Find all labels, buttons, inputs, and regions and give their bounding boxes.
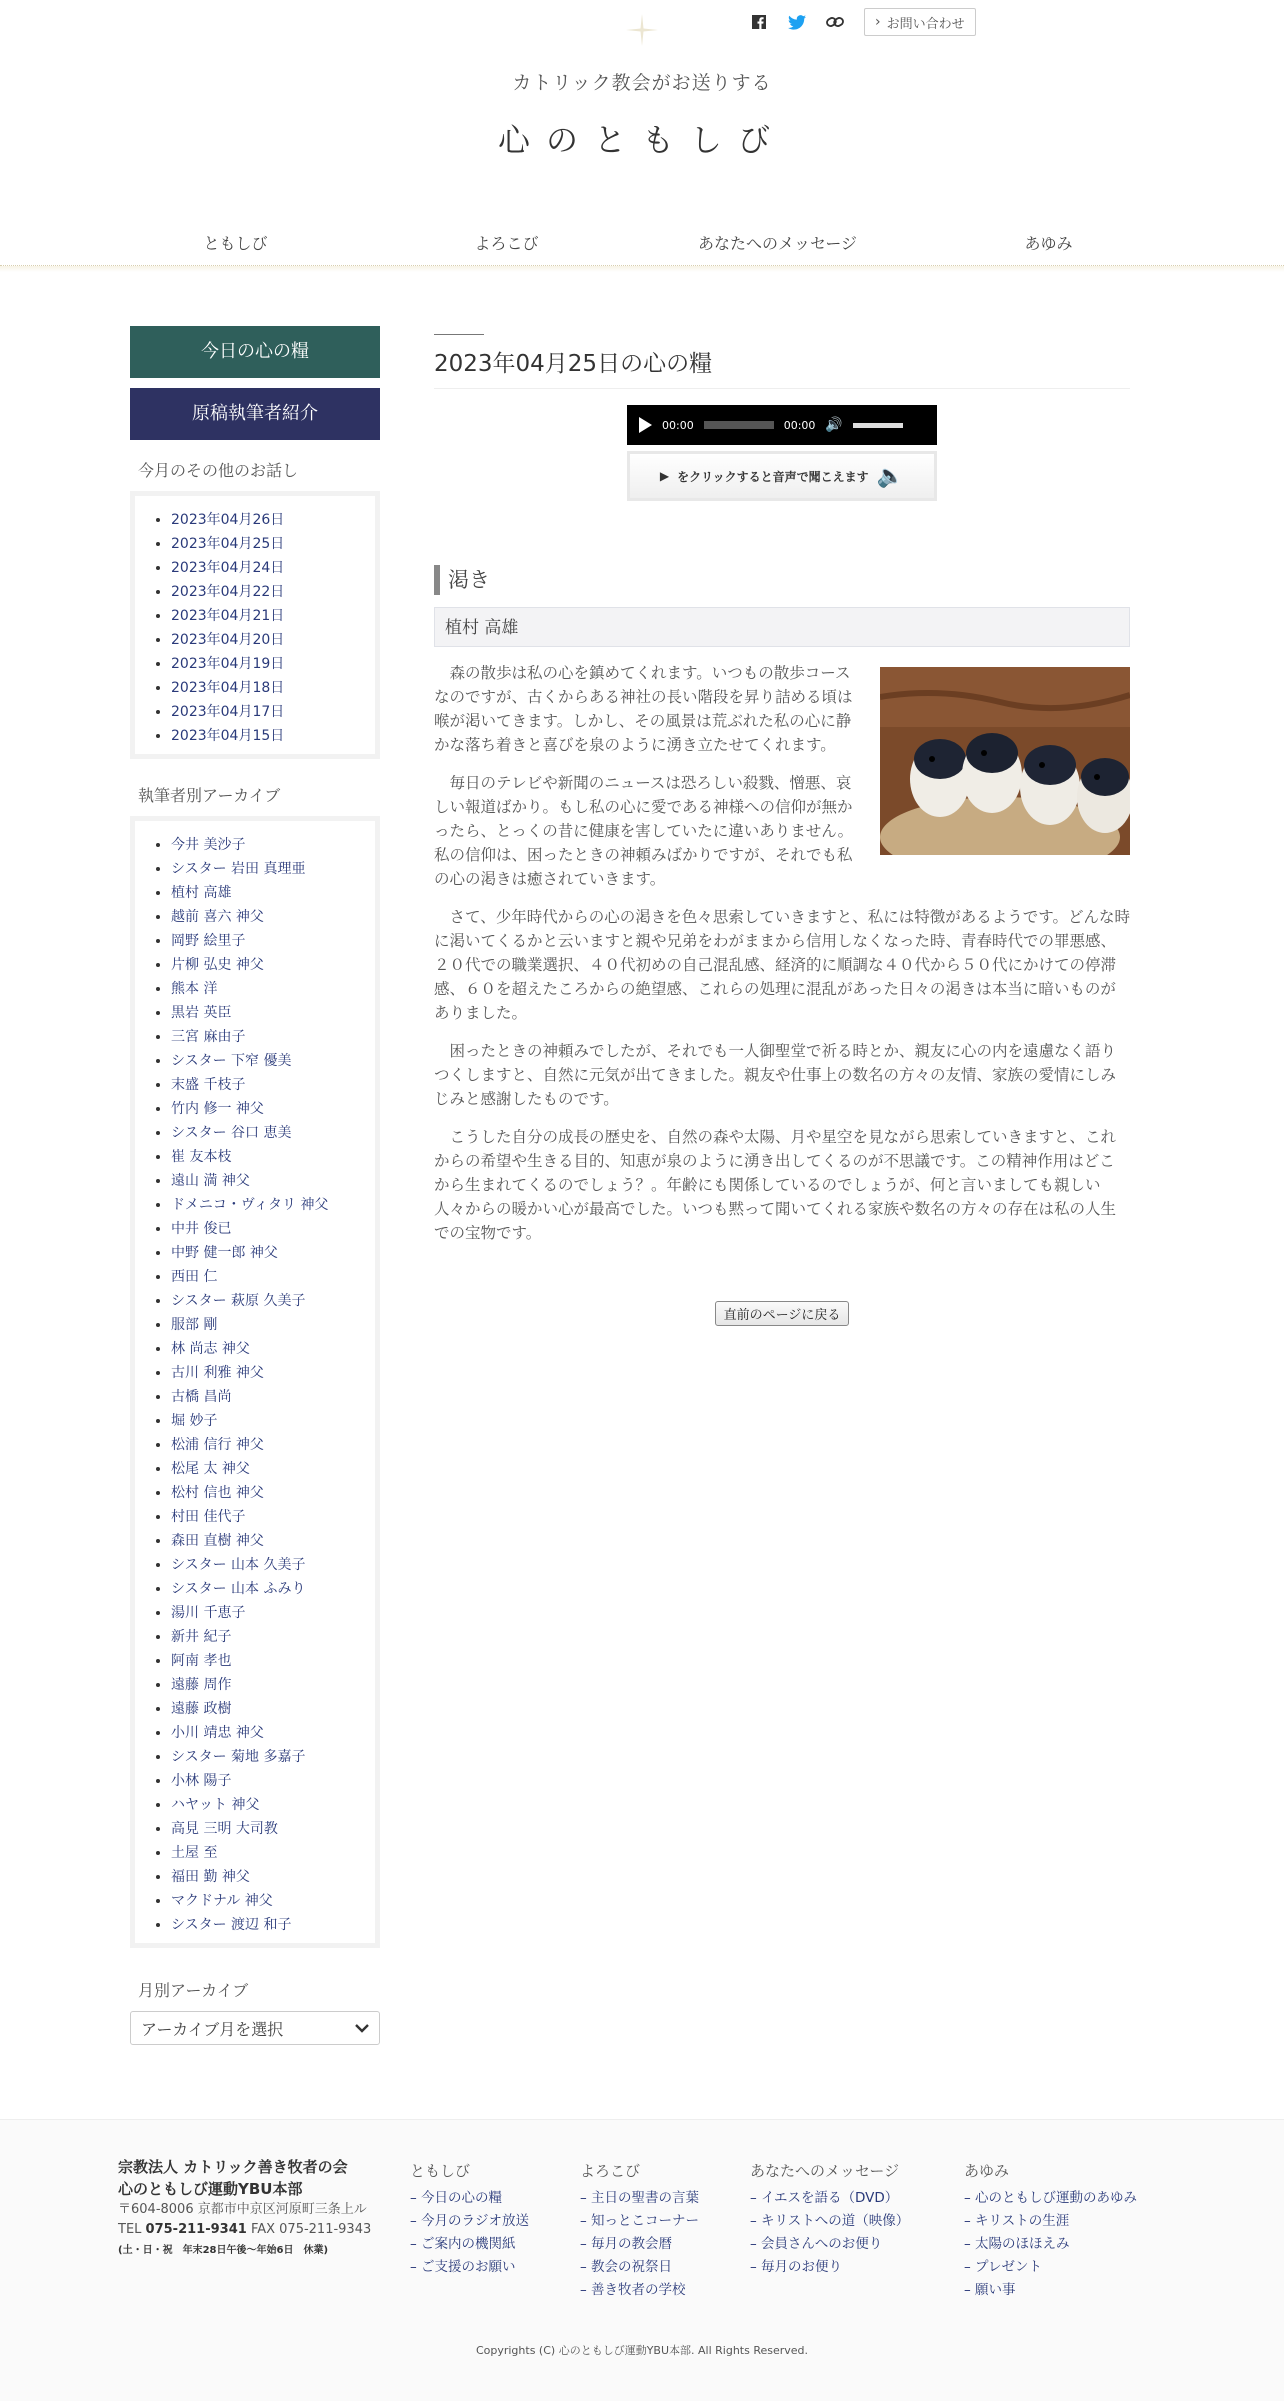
chevron-right-icon: › (875, 14, 881, 30)
author-link[interactable]: • 植村 高雄 (171, 881, 375, 905)
date-link[interactable]: • 2023年04月21日 (171, 604, 375, 628)
article-title: 渇き (434, 565, 1130, 595)
footer-link[interactable]: – 毎月の教会暦 (580, 2236, 673, 2252)
footer-link[interactable]: – ご案内の機関紙 (410, 2236, 516, 2252)
author-link[interactable]: • 岡野 絵里子 (171, 929, 375, 953)
author-link[interactable]: • 新井 紀子 (171, 1625, 375, 1649)
footer-col-heading: あなたへのメッセージ (750, 2162, 900, 2180)
nav-item-ayumi[interactable]: あゆみ (1024, 234, 1073, 253)
author-link[interactable]: • 阿南 孝也 (171, 1649, 375, 1673)
main-area (0, 326, 1284, 2045)
back-button-wrap (434, 1301, 1130, 1326)
duration: 00:00 (783, 418, 816, 432)
footer-link[interactable]: – プレゼント (964, 2259, 1043, 2275)
contact-label: お問い合わせ (886, 16, 965, 32)
footer-link-list (580, 2187, 699, 2302)
site-footer (0, 2119, 1284, 2401)
site-subtitle: カトリック教会がお送りする (512, 72, 772, 94)
date-link[interactable]: • 2023年04月15日 (171, 724, 375, 748)
footer-link[interactable]: – キリストへの道（映像） (750, 2213, 910, 2229)
seek-bar[interactable] (704, 421, 774, 429)
author-link[interactable]: • シスター 萩原 久美子 (171, 1289, 375, 1313)
author-link[interactable]: • 村田 佳代子 (171, 1505, 375, 1529)
tel-number[interactable]: 075-211-9341 (145, 2222, 247, 2237)
author-link[interactable]: • 遠藤 政樹 (171, 1697, 375, 1721)
title-accent (434, 334, 484, 335)
today-button[interactable]: 今日の心の糧 (130, 326, 380, 378)
speaker-icon[interactable]: 🔊 (825, 417, 843, 433)
facebook-icon[interactable] (750, 13, 768, 31)
top-links (750, 8, 976, 36)
author-link[interactable]: • シスター 山本 久美子 (171, 1553, 375, 1577)
footer-link[interactable]: – 教会の祝祭日 (580, 2259, 673, 2275)
author-link[interactable]: • 古橋 昌尚 (171, 1385, 375, 1409)
archive-select-value: アーカイブ月を選択 (141, 2019, 284, 2039)
sparkle-icon (626, 14, 658, 46)
author-link[interactable]: • 小林 陽子 (171, 1769, 375, 1793)
date-link[interactable]: • 2023年04月17日 (171, 700, 375, 724)
swallows-photo (880, 667, 1130, 855)
date-link[interactable]: • 2023年04月24日 (171, 556, 375, 580)
footer-link[interactable]: – キリストの生涯 (964, 2213, 1070, 2229)
date-link[interactable]: • 2023年04月25日 (171, 532, 375, 556)
article-body (434, 661, 1130, 1245)
nav-item-yorokobi[interactable]: よろこび (474, 234, 539, 253)
fax-number: FAX 075-211-9343 (250, 2222, 372, 2237)
author-archive-heading: 執筆者別アーカイブ (138, 786, 281, 805)
nav-divider (0, 266, 1284, 272)
footer-link[interactable]: – ご支援のお願い (410, 2259, 516, 2275)
date-link[interactable]: • 2023年04月18日 (171, 676, 375, 700)
footer-link[interactable]: – イエスを語る（DVD） (750, 2190, 899, 2206)
author-link[interactable]: • 中野 健一郎 神父 (171, 1241, 375, 1265)
author-name: 植村 高雄 (434, 607, 1130, 647)
monthly-archive-heading: 月別アーカイブ (138, 1981, 249, 2000)
footer-link[interactable]: – 毎月のお便り (750, 2259, 843, 2275)
page-title: 2023年04月25日の心の糧 (434, 345, 1130, 389)
contact-button[interactable] (864, 8, 976, 36)
footer-link[interactable]: – 願い事 (964, 2282, 1016, 2298)
author-link[interactable]: • 西田 仁 (171, 1265, 375, 1289)
date-link[interactable]: • 2023年04月19日 (171, 652, 375, 676)
author-link[interactable]: • 片柳 弘史 神父 (171, 953, 375, 977)
footer-col-heading: よろこび (580, 2162, 641, 2180)
volume-slider[interactable] (853, 423, 903, 428)
date-link[interactable]: • 2023年04月20日 (171, 628, 375, 652)
author-link[interactable]: • 末盛 千枝子 (171, 1073, 375, 1097)
author-link[interactable]: • 湯川 千恵子 (171, 1601, 375, 1625)
article-paragraph: 困ったときの神頼みでしたが、それでも一人御聖堂で祈る時とか、親友に心の内を遠慮なく語りつくしますと、自然に元気が出てきました。親友や仕事上の数名の方々の友情、家族の愛情にしみじみと感謝したものです。 (434, 1042, 1117, 1108)
copyright: Copyrights (C) 心のともしび運動YBU本部. All Rights Reserved. (475, 2344, 809, 2357)
twitter-icon[interactable] (788, 13, 806, 31)
author-link[interactable]: • 堀 妙子 (171, 1409, 375, 1433)
author-link[interactable]: • 三宮 麻由子 (171, 1025, 375, 1049)
author-link[interactable]: • シスター 山本 ふみり (171, 1577, 375, 1601)
link-icon[interactable] (826, 13, 844, 31)
author-link[interactable]: • シスター 菊地 多嘉子 (171, 1745, 375, 1769)
article-paragraph: 森の散歩は私の心を鎮めてくれます。いつもの散歩コースなのですが、古くからある神社の長い階段を昇り詰める頃は喉が渇いてきます。しかし、その風景は荒ぶれた私の心に静かな落ち着きと喜びを泉のように湧き立たせてくれます。 (434, 664, 853, 754)
archive-month-select[interactable] (130, 2011, 380, 2045)
author-link[interactable]: • 松尾 太 神父 (171, 1457, 375, 1481)
footer-link[interactable]: – 善き牧者の学校 (580, 2282, 686, 2298)
footer-col-message (750, 2160, 909, 2279)
author-link[interactable]: • 越前 喜六 神父 (171, 905, 375, 929)
author-link[interactable]: • 竹内 修一 神父 (171, 1097, 375, 1121)
org-phone (118, 2220, 388, 2240)
author-link[interactable]: • 土屋 至 (171, 1841, 375, 1865)
author-link[interactable]: • ドメニコ・ヴィタリ 神父 (171, 1193, 375, 1217)
author-link[interactable]: • 森田 直樹 神父 (171, 1529, 375, 1553)
footer-col-heading: ともしび (410, 2162, 471, 2180)
author-link[interactable]: • 小川 靖忠 神父 (171, 1721, 375, 1745)
footer-col-tomoshibi (410, 2160, 529, 2279)
business-hours: (土・日・祝 年末28日午後〜年始6日 休業) (118, 2245, 329, 2256)
author-link[interactable]: • ハヤット 神父 (171, 1793, 375, 1817)
month-stories-heading: 今月のその他のお話し (138, 461, 299, 480)
author-link[interactable]: • 古川 利雅 神父 (171, 1361, 375, 1385)
play-icon[interactable] (639, 417, 652, 433)
author-link[interactable]: • 黒岩 英臣 (171, 1001, 375, 1025)
audio-hint-text: をクリックすると音声で聞こえます (677, 469, 869, 484)
author-link[interactable]: • シスター 岩田 真理亜 (171, 857, 375, 881)
author-link[interactable]: • 服部 剛 (171, 1313, 375, 1337)
org-division: 心のともしび運動YBU本部 (118, 2180, 303, 2198)
author-link[interactable]: • シスター 渡辺 和子 (171, 1913, 375, 1937)
writers-button[interactable]: 原稿執筆者紹介 (130, 388, 380, 440)
audio-hint (627, 451, 937, 501)
author-link[interactable]: • 林 尚志 神父 (171, 1337, 375, 1361)
footer-col-yorokobi (580, 2160, 699, 2302)
date-link[interactable]: • 2023年04月26日 (171, 508, 375, 532)
author-link[interactable]: • マクドナル 神父 (171, 1889, 375, 1913)
audio-player[interactable] (627, 405, 937, 445)
author-link[interactable]: • 熊本 洋 (171, 977, 375, 1001)
footer-link[interactable]: – 今日の心の糧 (410, 2190, 503, 2206)
author-link[interactable]: • 福田 勤 神父 (171, 1865, 375, 1889)
footer-link[interactable]: – 心のともしび運動のあゆみ (964, 2190, 1138, 2206)
author-link[interactable]: • 遠藤 周作 (171, 1673, 375, 1697)
author-link[interactable]: • シスター 谷口 恵美 (171, 1121, 375, 1145)
footer-link[interactable]: – 会員さんへのお便り (750, 2236, 883, 2252)
footer-link[interactable]: – 知っとこコーナー (580, 2213, 700, 2229)
org-name: 宗教法人 カトリック善き牧者の会 (118, 2158, 348, 2176)
footer-link[interactable]: – 主日の聖書の言葉 (580, 2190, 700, 2206)
author-link[interactable]: • 今井 美沙子 (171, 833, 375, 857)
author-link[interactable]: • 松浦 信行 神父 (171, 1433, 375, 1457)
tel-label: TEL (118, 2222, 142, 2237)
author-link[interactable]: • 松村 信也 神父 (171, 1481, 375, 1505)
footer-link[interactable]: – 今月のラジオ放送 (410, 2213, 530, 2229)
chevron-down-icon (355, 2023, 369, 2033)
author-archive-box (130, 816, 380, 1948)
article-paragraph: 毎日のテレビや新聞のニュースは恐ろしい殺戮、憎悪、哀しい報道ばかり。もし私の心に愛である神様への信仰が無かったら、とっくの昔に健康を害していたに違いありません。私の信仰は、困ったときの神頼みばかりですが、それでも私の心の渇きは癒されていきます。 (434, 774, 854, 888)
footer-link-list (410, 2187, 529, 2279)
date-list (135, 508, 375, 748)
site-title[interactable]: 心のともしび (497, 121, 786, 159)
back-button[interactable]: 直前のページに戻る (715, 1301, 850, 1326)
nav-item-message[interactable]: あなたへのメッセージ (697, 234, 858, 253)
sidebar (130, 326, 380, 2045)
site-header (0, 0, 1284, 220)
current-time: 00:00 (662, 418, 694, 432)
speaker-icon: 🔈 (876, 463, 905, 489)
author-link[interactable]: • シスター 下窄 優美 (171, 1049, 375, 1073)
play-triangle-icon: ▶ (659, 469, 670, 483)
org-address: 〒604-8006 京都市中京区河原町三条上ル (118, 2202, 367, 2217)
footer-link[interactable]: – 太陽のほほえみ (964, 2236, 1070, 2252)
month-stories-box (130, 491, 380, 759)
author-link[interactable]: • 高見 三明 大司教 (171, 1817, 375, 1841)
author-link[interactable]: • 崔 友本枝 (171, 1145, 375, 1169)
nav-item-tomoshibi[interactable]: ともしび (203, 234, 268, 253)
footer-col-heading: あゆみ (964, 2162, 1010, 2180)
article-paragraph: さて、少年時代からの心の渇きを色々思索していきますと、私には特徴があるようです。どんな時に渇いてくるかと云いますと親や兄弟をわがままから信用しなくなった時、青春時代での罪悪感、２０代での職業選択、４０代初めの自己混乱感、経済的に順調な４０代から５０代にかけての停滞感、６０を超えたころからの絶望感、これらの処理に混乱があった日々の渇きは本当に暗いものがありました。 (434, 908, 1130, 1022)
global-nav (0, 220, 1284, 266)
footer-link-list (750, 2187, 909, 2279)
author-list (135, 833, 375, 1937)
article-paragraph: こうした自分の成長の歴史を、自然の森や太陽、月や星空を見ながら思索していきますと、これからの希望や生きる目的、知恵が泉のように湧き出してくるのが不思議です。この精神作用はどこから生まれてくるのでしょう？。年齢にも関係しているのでしょうが、何と言いましても親しい人々からの暖かい心が最高でした。いつも黙って聞いてくれる家族や数名の方々の存在は私の人生での宝物です。 (434, 1128, 1117, 1242)
date-link[interactable]: • 2023年04月22日 (171, 580, 375, 604)
footer-col-ayumi (964, 2160, 1137, 2302)
content (434, 326, 1130, 2045)
author-link[interactable]: • 中井 俊已 (171, 1217, 375, 1241)
footer-link-list (964, 2187, 1137, 2302)
footer-org (118, 2156, 388, 2262)
author-link[interactable]: • 遠山 満 神父 (171, 1169, 375, 1193)
